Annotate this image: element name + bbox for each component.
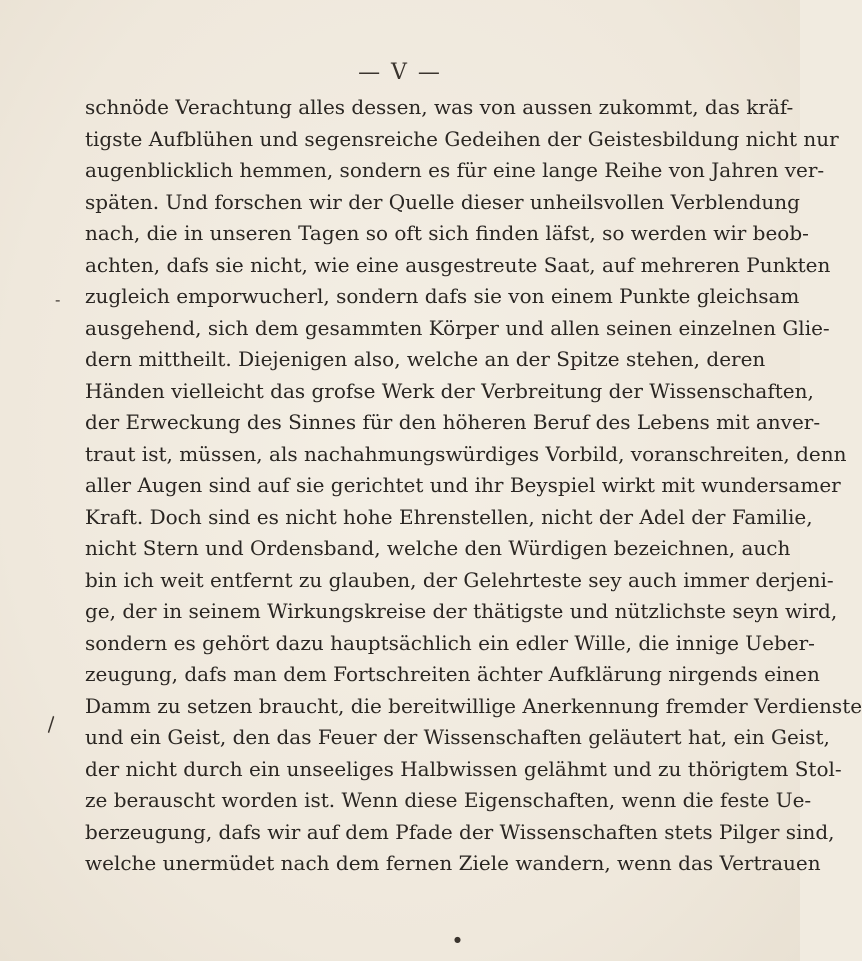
text-line: sondern es gehört dazu hauptsächlich ein edler Wille, die innige Ueber-: [85, 630, 815, 655]
text-line: bin ich weit entfernt zu glauben, der Gelehrteste sey auch immer derjeni-: [85, 567, 834, 592]
margin-dash-mark: -: [55, 290, 61, 309]
body-text: [85, 92, 862, 880]
text-line: späten. Und forschen wir der Quelle dieser unheilsvollen Verblendung: [85, 189, 800, 214]
text-line: Kraft. Doch sind es nicht hohe Ehrenstellen, nicht der Adel der Familie,: [85, 504, 813, 529]
text-line: zeugung, dafs man dem Fortschreiten ächter Aufklärung nirgends einen: [85, 662, 820, 686]
text-line: schnöde Verachtung alles dessen, was von aussen zukommt, das kräf-: [85, 95, 794, 119]
text-line: nach, die in unseren Tagen so oft sich finden läfst, so werden wir beob-: [85, 221, 809, 245]
text-line: ausgehend, sich dem gesammten Körper und allen seinen einzelnen Glie-: [85, 315, 830, 340]
text-line: Händen vielleicht das grofse Werk der Verbreitung der Wissenschaften,: [85, 378, 814, 403]
text-line: ge, der in seinem Wirkungskreise der thätigste und nützlichste seyn wird,: [85, 599, 838, 623]
margin-tick-mark: \: [41, 712, 62, 736]
text-line: berzeugung, dafs wir auf dem Pfade der Wissenschaften stets Pilger sind,: [85, 819, 835, 844]
text-line: dern mittheilt. Diejenigen also, welche an der Spitze stehen, deren: [85, 347, 766, 371]
text-line: achten, dafs sie nicht, wie eine ausgestreute Saat, auf mehreren Punkten: [85, 252, 831, 277]
text-line: ze berauscht worden ist. Wenn diese Eigenschaften, wenn die feste Ue-: [85, 788, 812, 812]
text-line: Damm zu setzen braucht, die bereitwillige Anerkennung fremder Verdienste: [85, 693, 862, 718]
text-line: und ein Geist, den das Feuer der Wissenschaften geläutert hat, ein Geist,: [85, 725, 830, 749]
page-number-header: — V —: [358, 60, 442, 85]
text-line: der nicht durch ein unseeliges Halbwissen gelähmt und zu thörigtem Stol-: [85, 756, 842, 781]
ink-speck-mark: ●: [454, 935, 461, 944]
text-line: nicht Stern und Ordensband, welche den Würdigen bezeichnen, auch: [85, 536, 791, 560]
text-line: zugleich emporwucherl, sondern dafs sie von einem Punkte gleichsam: [85, 284, 800, 308]
text-line: traut ist, müssen, als nachahmungswürdiges Vorbild, voranschreiten, denn: [85, 441, 847, 466]
text-line: tigste Aufblühen und segensreiche Gedeihen der Geistesbildung nicht nur: [85, 126, 839, 151]
text-line: welche unermüdet nach dem fernen Ziele wandern, wenn das Vertrauen: [85, 851, 821, 875]
text-line: aller Augen sind auf sie gerichtet und ihr Beyspiel wirkt mit wundersamer: [85, 473, 841, 497]
text-line: der Erweckung des Sinnes für den höheren Beruf des Lebens mit anver-: [85, 410, 821, 434]
text-line: augenblicklich hemmen, sondern es für eine lange Reihe von Jahren ver-: [85, 158, 825, 182]
